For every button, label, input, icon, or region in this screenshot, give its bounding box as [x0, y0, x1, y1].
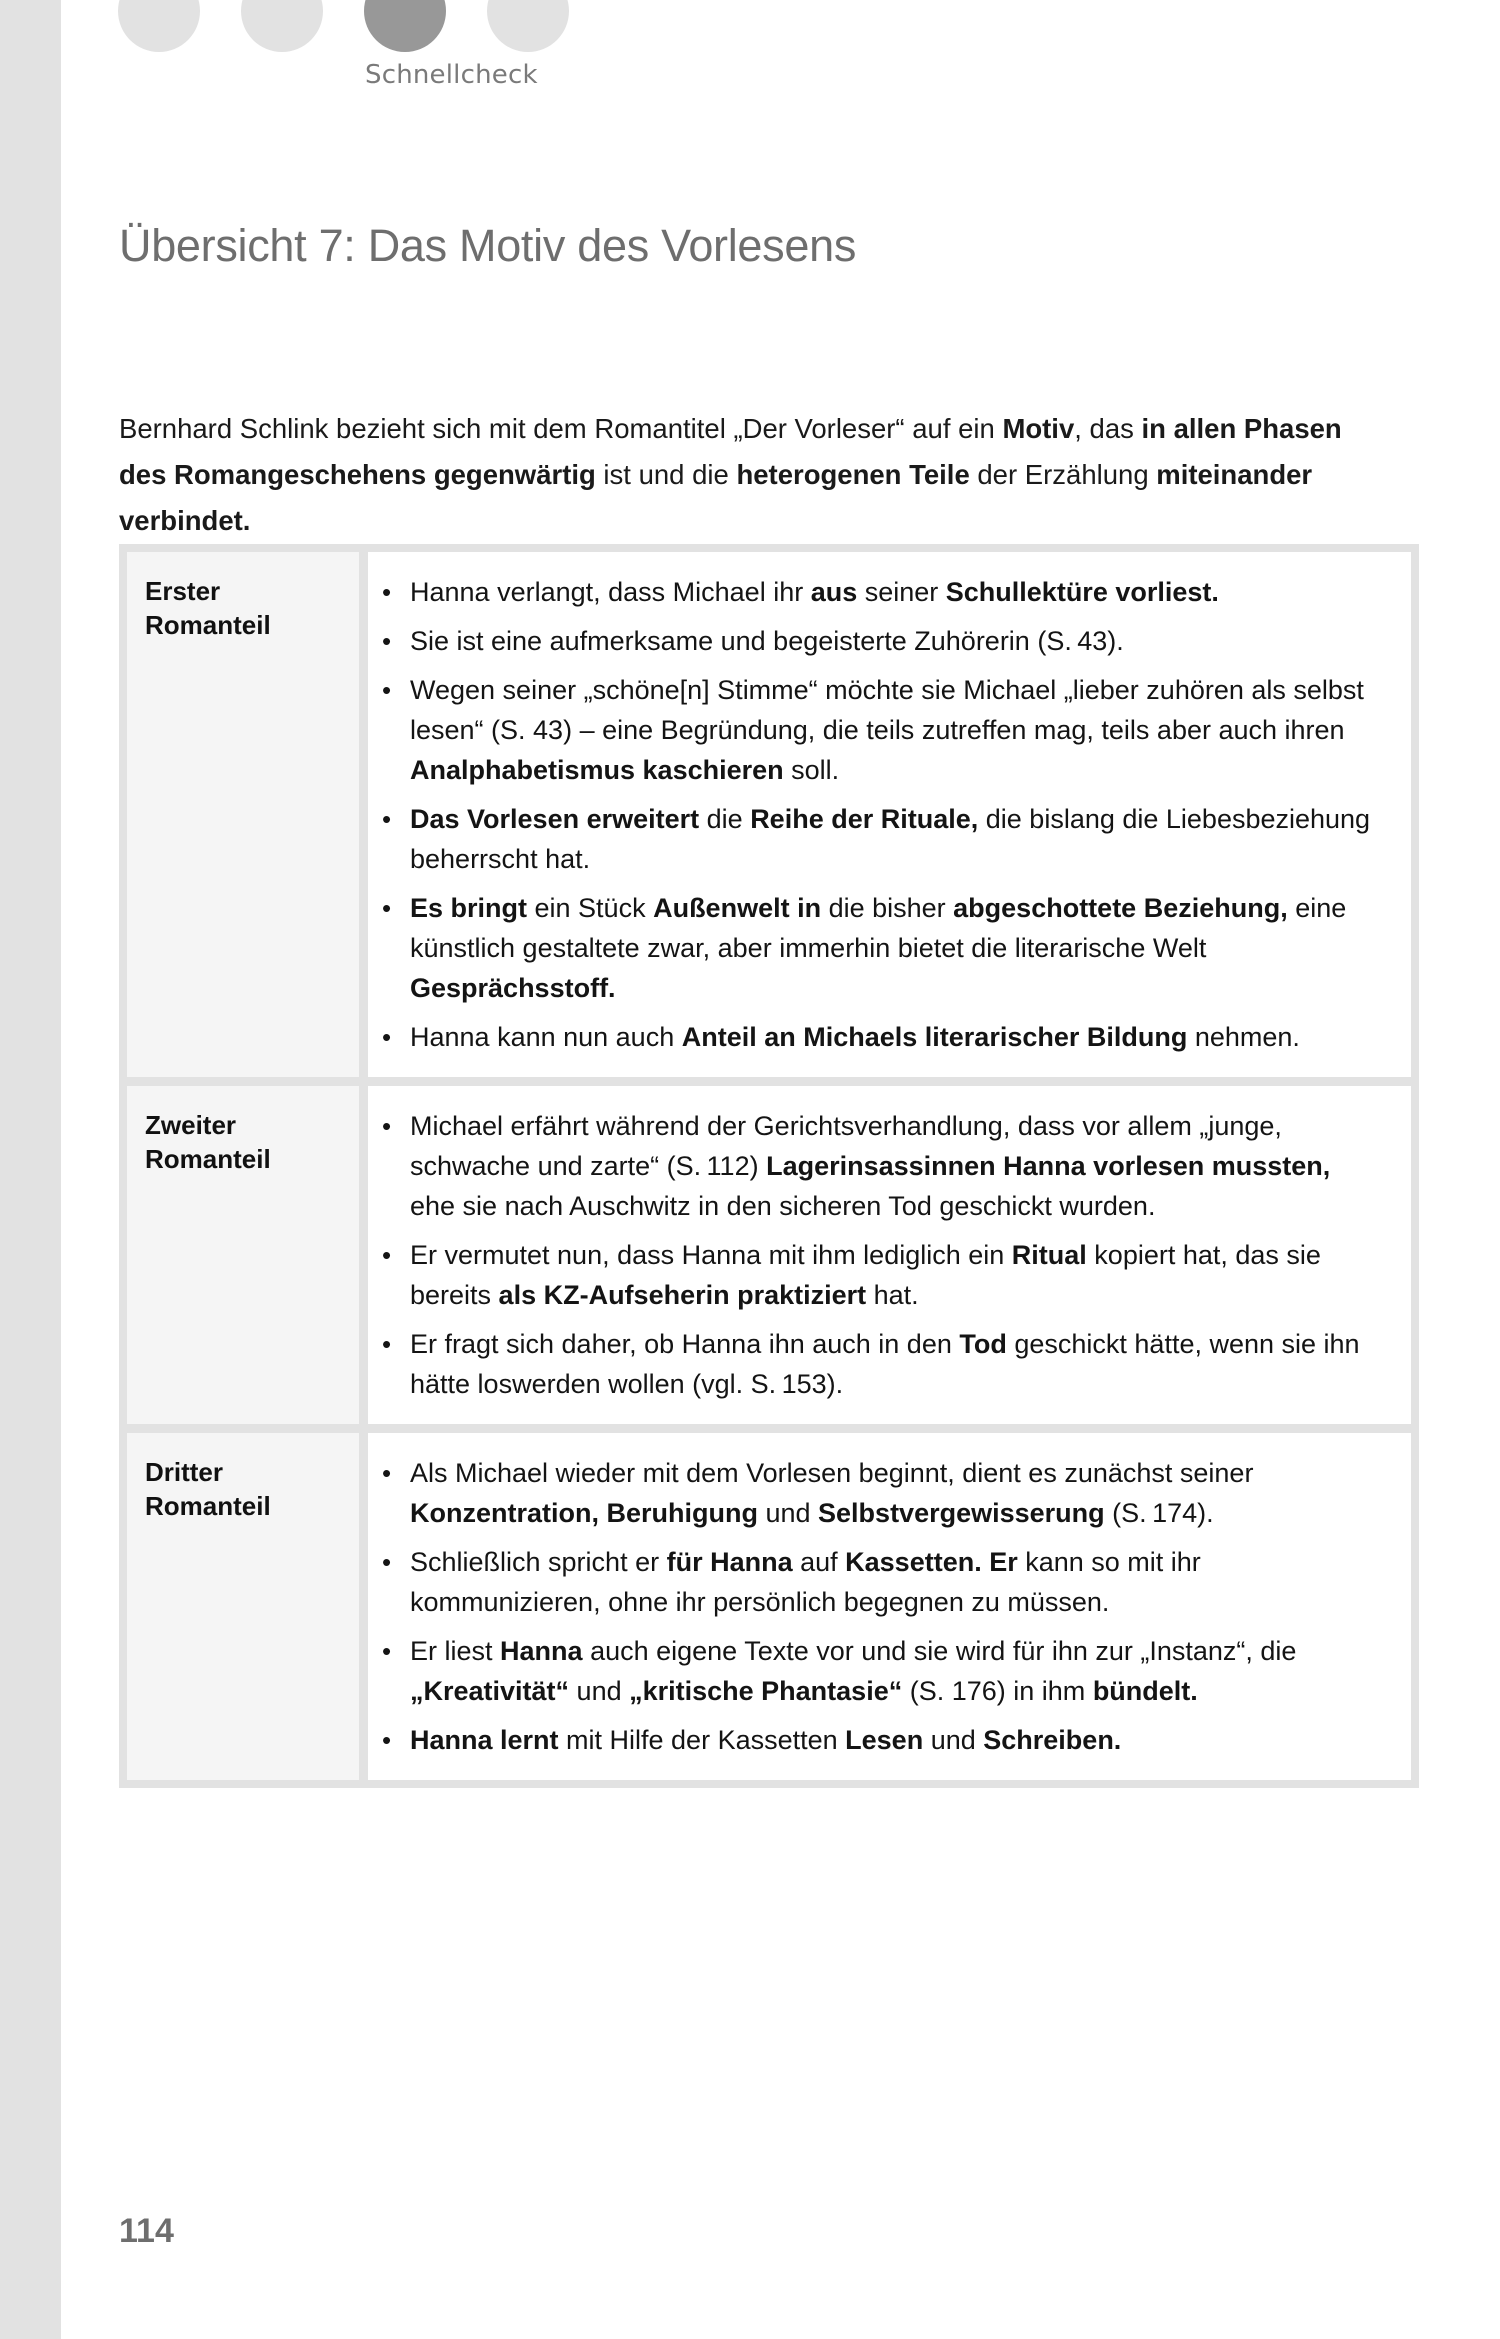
- bullet-item: • Hanna lernt mit Hilfe der Kassetten Lesen und Schreiben.: [376, 1720, 1381, 1760]
- row-content-zweiter-romanteil: [368, 1086, 1411, 1424]
- bullet-item: • Hanna kann nun auch Anteil an Michaels literarischer Bildung nehmen.: [376, 1017, 1381, 1057]
- step-dot-4: [487, 0, 569, 52]
- table-row: [127, 1433, 1411, 1780]
- bullet-item: • Schließlich spricht er für Hanna auf Kassetten. Er kann so mit ihr kommunizieren, ohne ihr persönlich begegnen zu müssen.: [376, 1542, 1381, 1622]
- bullet-item: • Er fragt sich daher, ob Hanna ihn auch in den Tod geschickt hätte, wenn sie ihn hätte loswerden wollen (vgl. S. 153).: [376, 1324, 1381, 1404]
- section-label: Schnellcheck: [365, 60, 538, 90]
- bullet-list: [376, 1106, 1381, 1404]
- intro-paragraph: Bernhard Schlink bezieht sich mit dem Romantitel „Der Vorleser“ auf ein Motiv, das in allen Phasen des Romangeschehens gegenwärtig ist und die heterogenen Teile der Erzählung miteinander verbindet.: [119, 412, 1342, 536]
- row-content-dritter-romanteil: [368, 1433, 1411, 1780]
- bullet-item: • Sie ist eine aufmerksame und begeisterte Zuhörerin (S. 43).: [376, 621, 1381, 661]
- bullet-list: [376, 572, 1381, 1057]
- bullet-item: • Hanna verlangt, dass Michael ihr aus seiner Schullektüre vorliest.: [376, 572, 1381, 612]
- bullet-item: • Als Michael wieder mit dem Vorlesen beginnt, dient es zunächst seiner Konzentration, Beruhigung und Selbstvergewisserung (S. 174).: [376, 1453, 1381, 1533]
- left-edge-bar: [0, 0, 61, 2339]
- page-header: [61, 0, 1500, 130]
- bullet-item: • Michael erfährt während der Gerichtsverhandlung, dass vor allem „junge, schwache und zarte“ (S. 112) Lagerinsassinnen Hanna vorlesen mussten, ehe sie nach Auschwitz in den sicheren Tod geschickt wurden.: [376, 1106, 1381, 1226]
- chapter-step-dots: [118, 0, 569, 52]
- step-dot-1: [118, 0, 200, 52]
- bullet-list: [376, 1453, 1381, 1760]
- table-row: [127, 1086, 1411, 1424]
- row-label-dritter-romanteil: Dritter Romanteil: [127, 1433, 359, 1780]
- bullet-item: • Wegen seiner „schöne[n] Stimme“ möchte sie Michael „lieber zuhören als selbst lesen“ (S. 43) – eine Begründung, die teils zutreffen mag, teils aber auch ihren Analphabetismus kaschieren soll.: [376, 670, 1381, 790]
- row-content-erster-romanteil: [368, 552, 1411, 1077]
- page-canvas: [61, 0, 1500, 2339]
- page-number: 114: [119, 2212, 174, 2250]
- bullet-item: • Das Vorlesen erweitert die Reihe der Rituale, die bislang die Liebesbeziehung beherrscht hat.: [376, 799, 1381, 879]
- row-label-erster-romanteil: Erster Romanteil: [127, 552, 359, 1077]
- bullet-item: • Es bringt ein Stück Außenwelt in die bisher abgeschottete Beziehung, eine künstlich gestaltete zwar, aber immerhin bietet die literarische Welt Gesprächsstoff.: [376, 888, 1381, 1008]
- bullet-item: • Er vermutet nun, dass Hanna mit ihm lediglich ein Ritual kopiert hat, das sie bereits als KZ-Aufseherin praktiziert hat.: [376, 1235, 1381, 1315]
- row-label-zweiter-romanteil: Zweiter Romanteil: [127, 1086, 359, 1424]
- bullet-item: • Er liest Hanna auch eigene Texte vor und sie wird für ihn zur „Instanz“, die „Kreativität“ und „kritische Phantasie“ (S. 176) in ihm bündelt.: [376, 1631, 1381, 1711]
- page-title: Übersicht 7: Das Motiv des Vorlesens: [119, 220, 857, 272]
- motif-table: [119, 544, 1419, 1788]
- table-row: [127, 552, 1411, 1077]
- step-dot-2: [241, 0, 323, 52]
- step-dot-3-active: [364, 0, 446, 52]
